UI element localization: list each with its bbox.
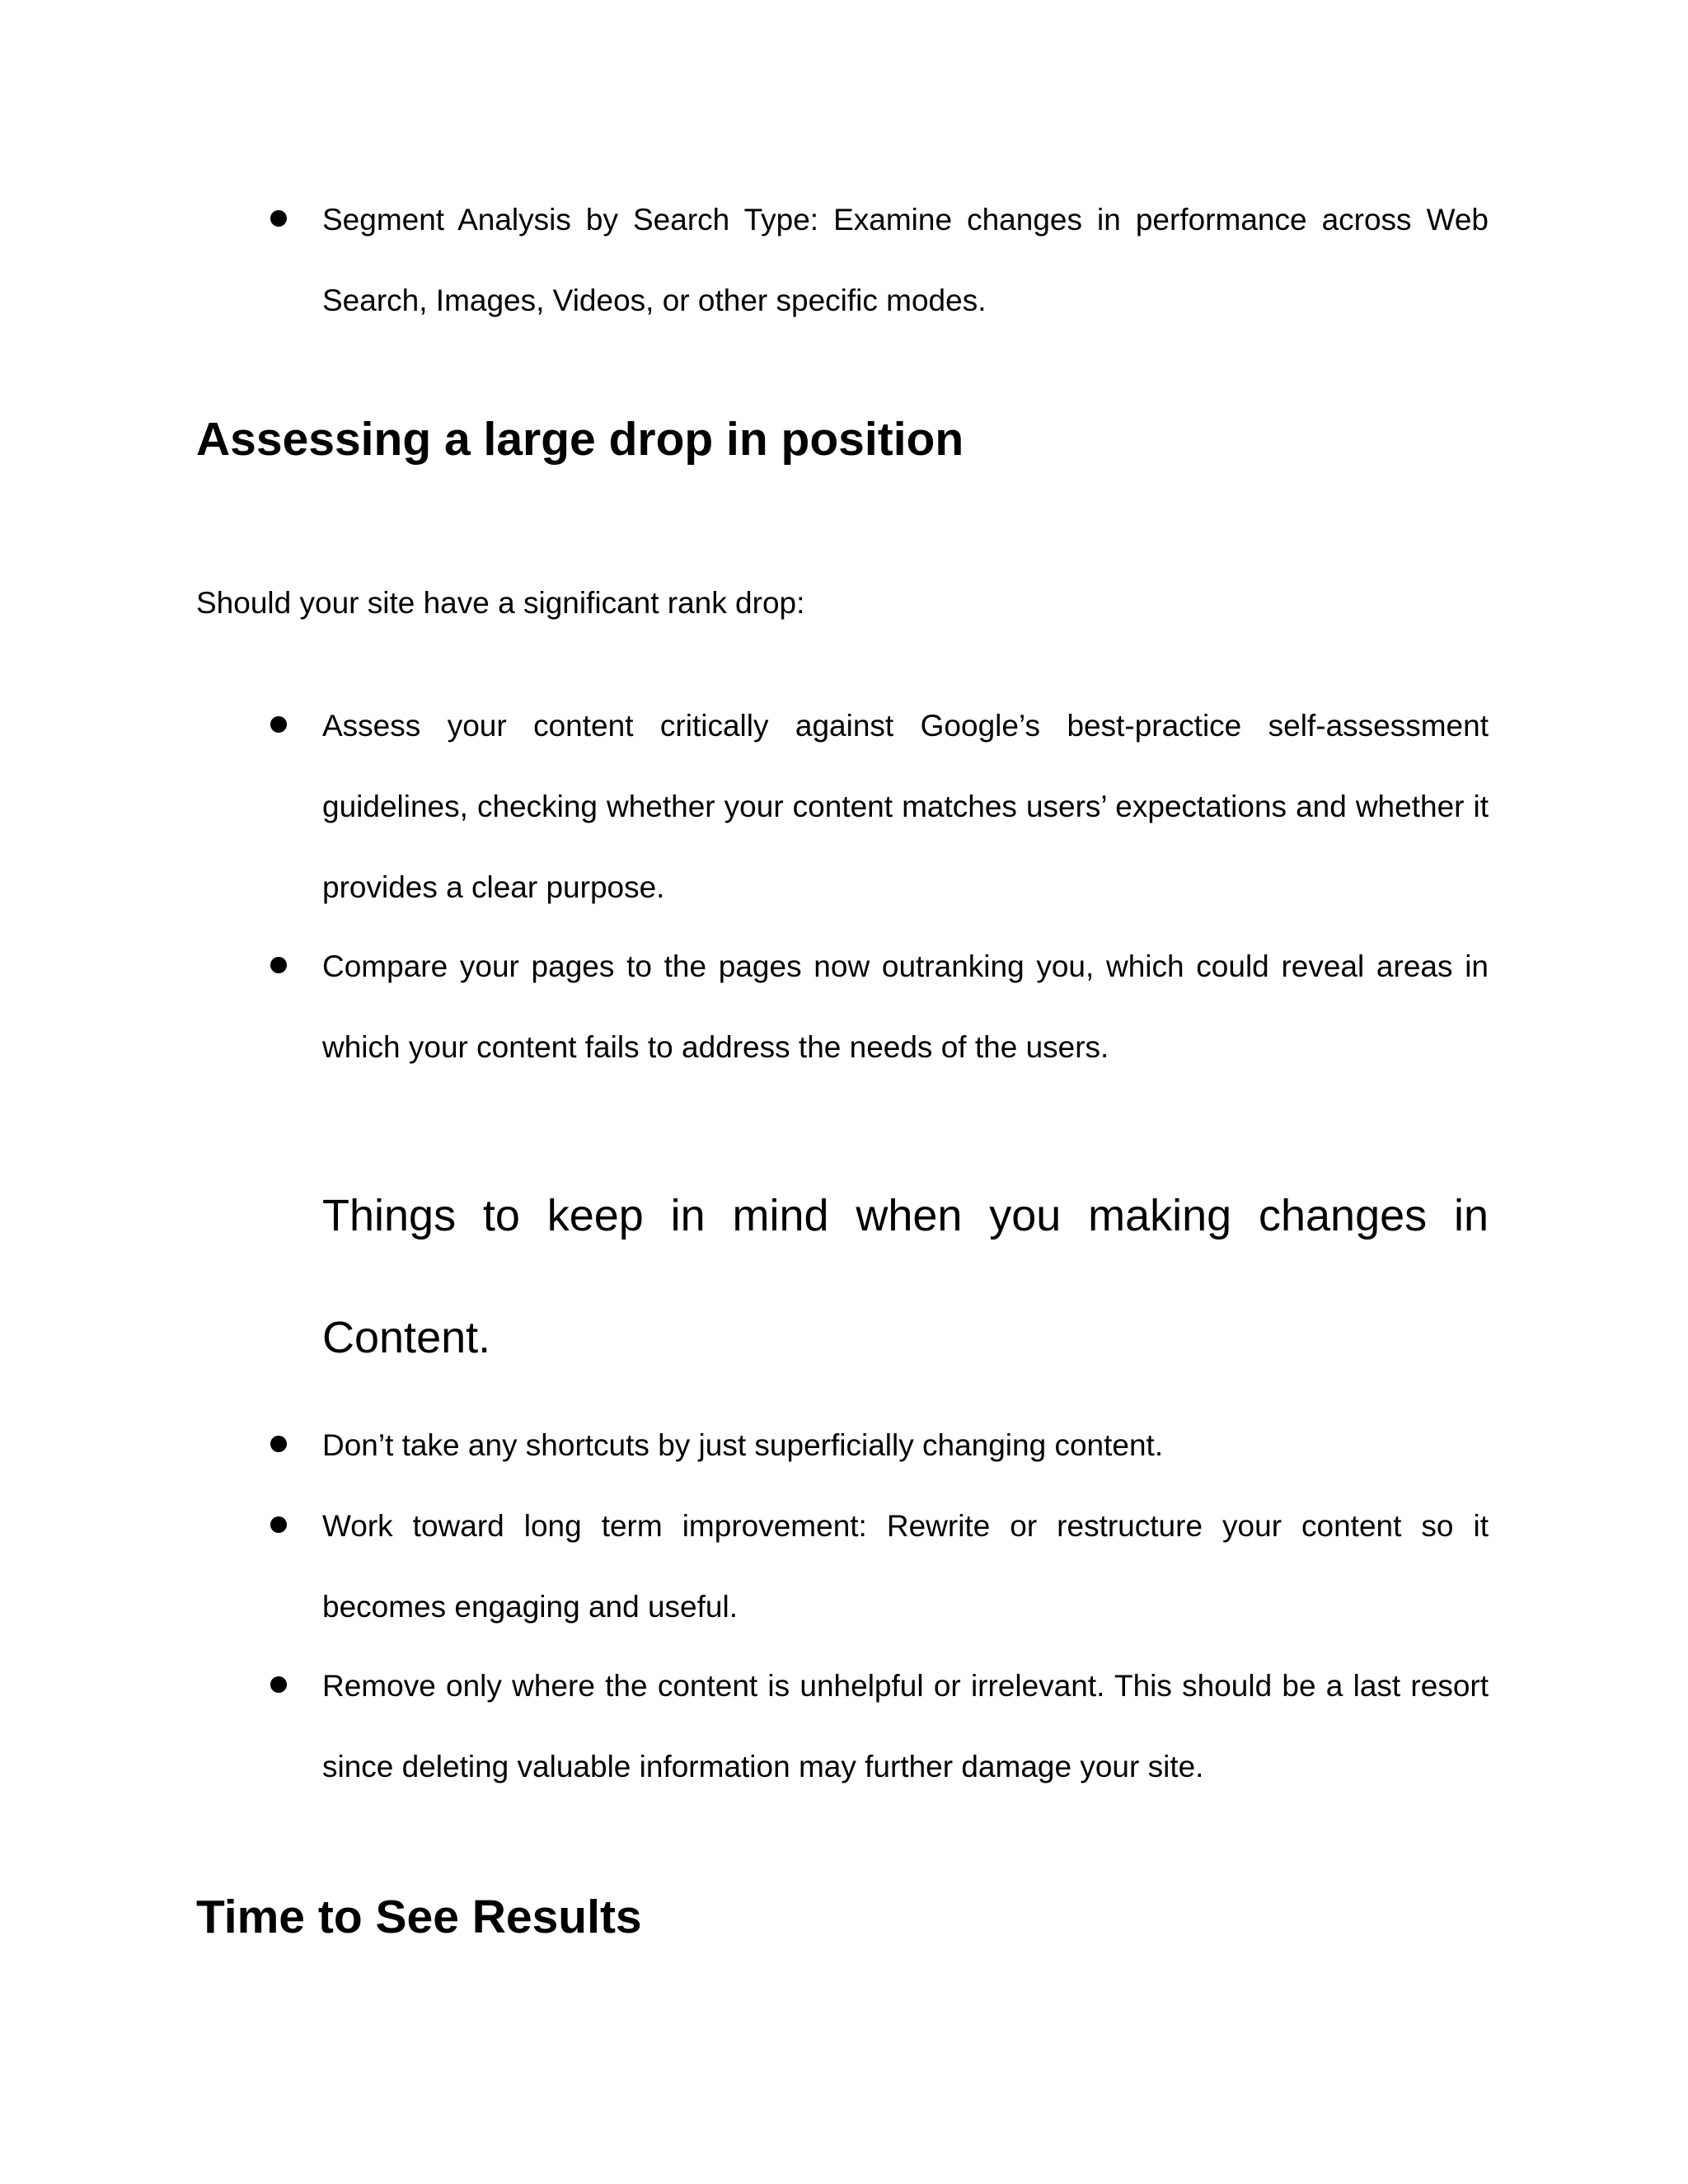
list-item-text: Compare your pages to the pages now outranking you, which could reveal areas in which your content fails to address the needs of the users. — [322, 949, 1489, 1064]
paragraph: Should your site have a significant rank drop: — [196, 586, 805, 620]
bullet-icon — [270, 210, 287, 227]
list-item-text: Segment Analysis by Search Type: Examine changes in performance across Web Search, Images, Videos, or other specific modes. — [322, 203, 1489, 317]
list-item-text: Work toward long term improvement: Rewrite or restructure your content so it becomes engaging and useful. — [322, 1509, 1489, 1624]
list-item-text: Assess your content critically against Google’s best-practice self-assessment guidelines, checking whether your content matches users’ expectations and whether it provides a clear purpose. — [322, 709, 1489, 904]
list-item-text: Remove only where the content is unhelpful or irrelevant. This should be a last resort since deleting valuable information may further damage your site. — [322, 1669, 1489, 1783]
bullet-icon — [270, 957, 287, 973]
subheading: Things to keep in mind when you making changes in Content. — [322, 1191, 1489, 1362]
list-item-text: Don’t take any shortcuts by just superficially changing content. — [322, 1428, 1164, 1462]
bullet-icon — [270, 1676, 287, 1693]
bullet-icon — [270, 1516, 287, 1533]
bullet-icon — [270, 1436, 287, 1452]
bullet-icon — [270, 716, 287, 733]
section-heading: Assessing a large drop in position — [196, 413, 964, 466]
section-heading: Time to See Results — [196, 1891, 642, 1943]
